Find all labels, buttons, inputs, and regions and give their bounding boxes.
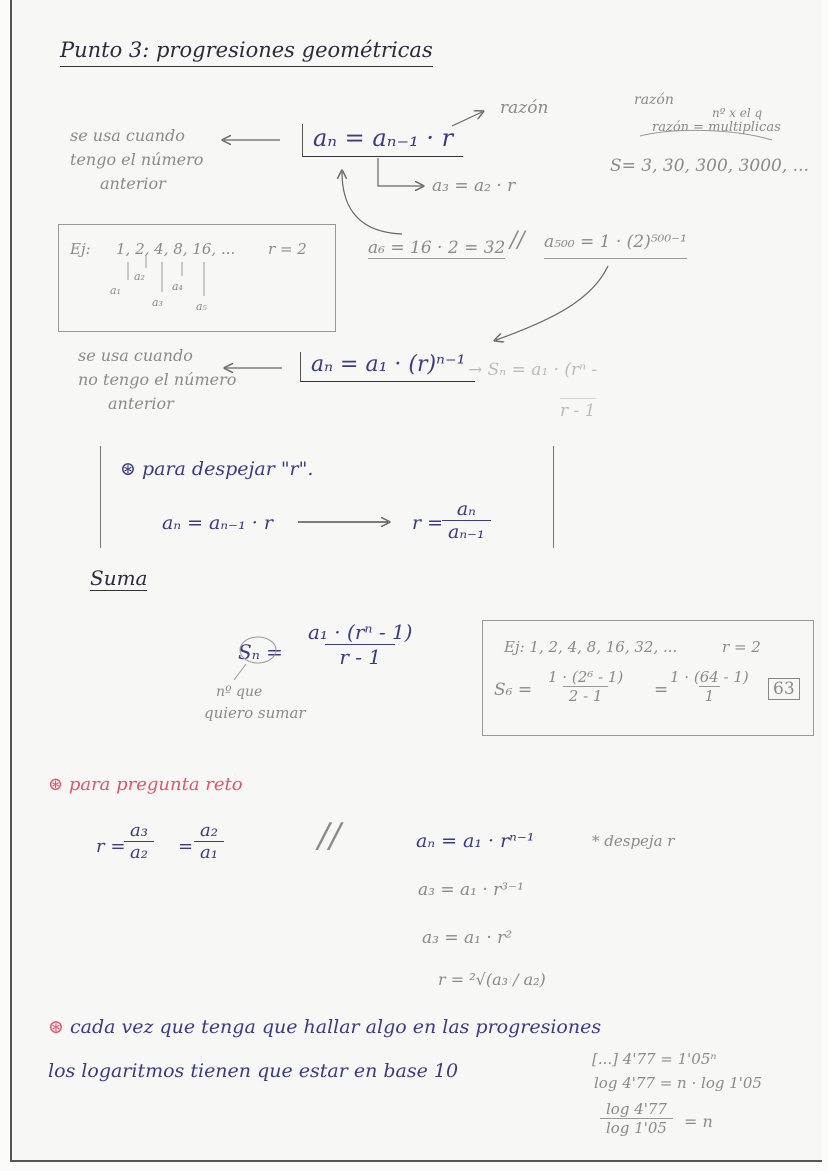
footer-line2: los logaritmos tienen que estar en base 10	[48, 1060, 459, 1082]
suma-note-line1: nº que	[216, 684, 263, 700]
recursive-formula: aₙ = aₙ₋₁ · r	[302, 124, 463, 157]
razon-note-line2: razón = multiplicas	[652, 120, 781, 135]
reto-heading-text: para pregunta reto	[68, 774, 243, 795]
example1-a4: a₄	[172, 280, 183, 293]
arrow-to-razon	[452, 112, 482, 126]
footer-calc3-den: log 1'05	[600, 1118, 673, 1137]
despejar-result-lhs: r =	[412, 512, 444, 534]
reto-num1: a₃	[130, 820, 148, 841]
despejar-result-den: aₙ₋₁	[442, 520, 491, 543]
footer-line1-text: cada vez que tenga que hallar algo en las progresiones	[69, 1016, 602, 1038]
example2-lhs: S₆ =	[494, 680, 533, 700]
suma-note-line2: quiero sumar	[204, 704, 306, 722]
example2-eq: =	[654, 680, 669, 700]
despejar-heading-text: para despejar "r".	[141, 458, 314, 480]
example1-ratio: r = 2	[268, 240, 307, 258]
reto-den1: a₂	[124, 841, 154, 863]
arrow-a500-to-formula2	[496, 266, 608, 340]
razon-note-sequence: S= 3, 30, 300, 3000, ...	[610, 156, 809, 176]
reto-divider: //	[318, 816, 341, 856]
calc-a6: a₆ = 16 · 2 = 32	[368, 238, 506, 258]
note-no-previous-line1: se usa cuando	[78, 346, 193, 365]
double-slash-divider: //	[510, 228, 525, 253]
example1-a2: a₂	[134, 270, 145, 283]
footer-calc1: [...] 4'77 = 1'05ⁿ	[592, 1050, 717, 1068]
razon-note-line1: nº x el q	[712, 106, 763, 120]
arrow-to-derived	[378, 158, 422, 186]
example2-result: 63	[768, 678, 800, 700]
reto-line4: r = ²√(a₃ / a₂)	[438, 970, 546, 989]
example1-index-arrows	[128, 256, 204, 296]
reto-r-lhs: r =	[96, 836, 126, 857]
arrow-a6-to-formula	[342, 172, 402, 234]
suma-heading: Suma	[90, 566, 148, 590]
razon-label: razón	[500, 98, 549, 118]
reto-eq: =	[178, 836, 194, 857]
reto-note: * despeja r	[592, 832, 675, 850]
footer-calc3-num: log 4'77	[606, 1100, 667, 1118]
example1-a3: a₃	[152, 296, 163, 309]
suma-den: r - 1	[325, 644, 395, 669]
example1-sequence: 1, 2, 4, 8, 16, ...	[116, 240, 236, 258]
notebook-page	[10, 0, 822, 1162]
arrows-layer	[12, 0, 824, 1162]
derived-formula: a₃ = a₂ · r	[432, 176, 516, 196]
footer-calc3-rhs: = n	[684, 1112, 713, 1131]
reto-line1: aₙ = a₁ · rⁿ⁻¹	[416, 830, 535, 852]
footer-calc2: log 4'77 = n · log 1'05	[594, 1074, 762, 1092]
razon-brace	[640, 130, 772, 140]
star-icon: ⊛	[48, 1016, 70, 1038]
star-icon: ⊛	[48, 774, 69, 795]
suma-circle	[240, 637, 276, 663]
example1-a5: a₅	[196, 300, 207, 313]
faded-sum-numerator: → Sₙ = a₁ · (rⁿ -	[468, 360, 598, 380]
note-no-previous-line2: no tengo el número	[78, 370, 237, 389]
reto-line2: a₃ = a₁ · r³⁻¹	[418, 880, 524, 900]
despejar-result-num: aₙ	[456, 498, 476, 520]
faded-sum-denominator: r - 1	[560, 398, 596, 421]
suma-num: a₁ · (rⁿ - 1)	[308, 620, 413, 644]
suma-note-pointer	[234, 664, 246, 680]
note-previous-line1: se usa cuando	[70, 126, 185, 145]
example1-label: Ej:	[70, 240, 91, 258]
reto-line3: a₃ = a₁ · r²	[422, 928, 513, 948]
general-term-formula: aₙ = a₁ · (r)ⁿ⁻¹	[300, 352, 475, 382]
razon-note-heading: razón	[634, 92, 674, 108]
reto-num2: a₂	[200, 820, 218, 841]
calc-a500: a₅₀₀ = 1 · (2)⁵⁰⁰⁻¹	[544, 232, 687, 259]
despejar-left: aₙ = aₙ₋₁ · r	[162, 512, 273, 534]
star-icon: ⊛	[120, 458, 142, 480]
example2-num2: 1 · (64 - 1)	[670, 668, 749, 686]
example2-den2: 1	[699, 686, 721, 705]
suma-lhs: Sₙ =	[238, 640, 283, 664]
example2-label: Ej: 1, 2, 4, 8, 16, 32, ...	[504, 638, 678, 656]
example1-a1: a₁	[110, 284, 121, 297]
note-previous-line3: anterior	[100, 174, 166, 193]
note-previous-line2: tengo el número	[70, 150, 204, 169]
example2-num1: 1 · (2⁶ - 1)	[548, 668, 624, 686]
reto-den2: a₁	[194, 841, 224, 863]
page-title: Punto 3: progresiones geométricas	[60, 38, 433, 67]
example2-ratio: r = 2	[722, 638, 761, 656]
example2-den1: 2 - 1	[563, 686, 609, 705]
note-no-previous-line3: anterior	[108, 394, 174, 413]
